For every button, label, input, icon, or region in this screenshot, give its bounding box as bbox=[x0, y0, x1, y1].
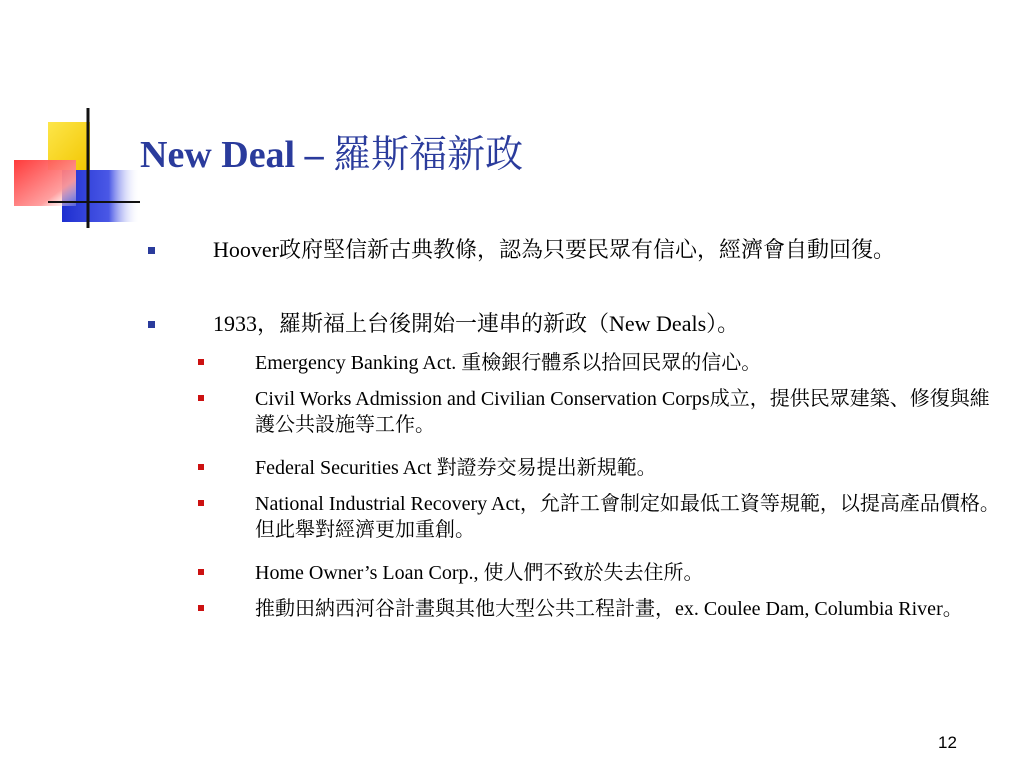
sub-bullet-text: Home Owner’s Loan Corp., 使人們不致於失去住所。 bbox=[255, 562, 704, 584]
sub-bullet-text: Emergency Banking Act. 重檢銀行體系以拾回民眾的信心。 bbox=[255, 352, 762, 374]
sub-bullet-text: 推動田納西河谷計畫與其他大型公共工程計畫，ex. Coulee Dam, Columbia River。 bbox=[255, 598, 963, 620]
sub-bullet-marker bbox=[198, 605, 204, 611]
sub-bullet-text: National Industrial Recovery Act，允許工會制定如最低工資等規範，以提高產品價格。但此舉對經濟更加重創。 bbox=[255, 493, 1000, 541]
sub-bullet-text: Civil Works Admission and Civilian Conservation Corps成立，提供民眾建築、修復與維護公共設施等工作。 bbox=[255, 388, 990, 436]
bullet-marker bbox=[148, 321, 155, 328]
sub-bullet-marker bbox=[198, 464, 204, 470]
sub-bullet-marker bbox=[198, 500, 204, 506]
title-cjk: 羅斯福新政 bbox=[333, 132, 524, 176]
title-latin: New Deal – bbox=[140, 134, 334, 176]
sub-bullet-marker bbox=[198, 359, 204, 365]
page-number: 12 bbox=[938, 733, 957, 752]
sub-bullet-marker bbox=[198, 569, 204, 575]
sub-bullet-text: Federal Securities Act 對證券交易提出新規範。 bbox=[255, 457, 657, 479]
sub-bullet-marker bbox=[198, 395, 204, 401]
bullet-text: 1933，羅斯福上台後開始一連串的新政（New Deals）。 bbox=[213, 311, 740, 336]
bullet-marker bbox=[148, 247, 155, 254]
bullet-text: Hoover政府堅信新古典教條，認為只要民眾有信心，經濟會自動回復。 bbox=[213, 237, 895, 262]
